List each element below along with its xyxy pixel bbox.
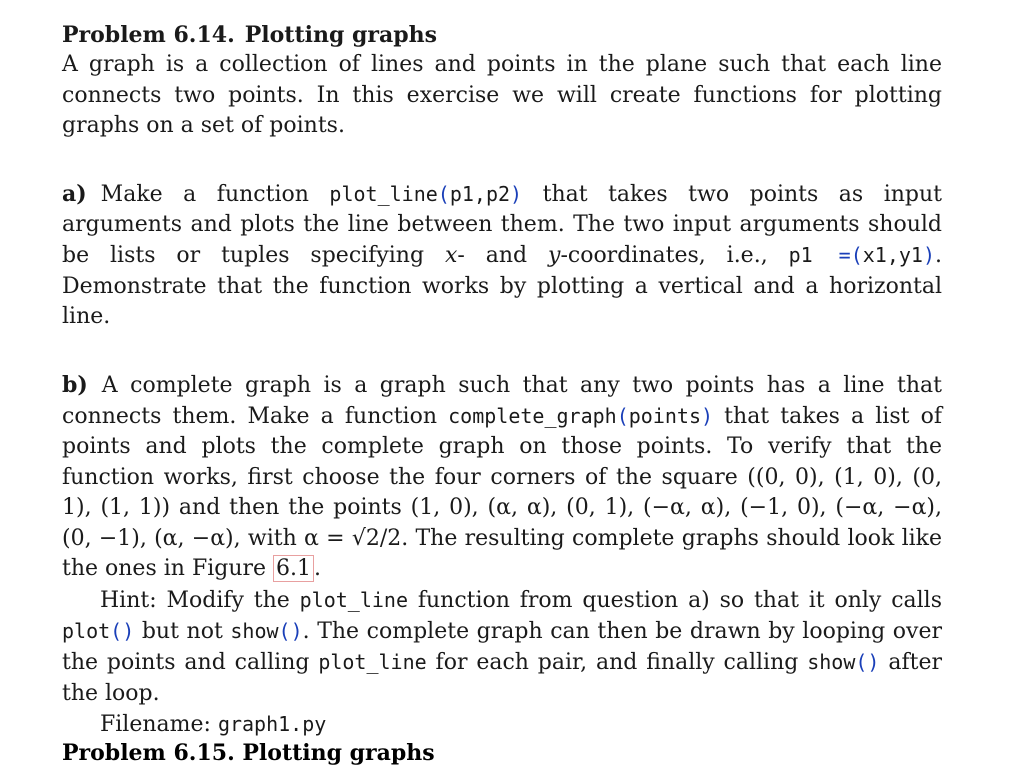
- filename-line: [62, 709, 942, 740]
- document-page: [62, 20, 942, 741]
- part-b-paragraph: b) A complete graph is a graph such that any two points has a line that connects them. Make a function complete_graph(points) that takes a list of points and plots the complete graph on those points. To verify that the function works, first choose the four corners of the square ((0, 0), (1, 0), (0, 1), (1, 1)) and then the points (1, 0), (α, α), (0, 1), (−α, α), (−1, 0), (−α, −α), (0, −1), (α, −α), with α = √2/2. The resulting complete graphs should look like the ones in Figure 6.1 .: [62, 371, 942, 582]
- problem-intro: A graph is a collection of lines and points in the plane such that each line connects two points. In this exercise we will create functions for plotting graphs on a set of points.: [62, 52, 942, 139]
- plot-line-code: plot_line(p1,p2): [329, 181, 523, 206]
- p1-assignment-code: p1 =(x1,y1): [788, 243, 936, 268]
- filename-value: graph1.py: [217, 712, 327, 737]
- hint-plot-line-code-2: plot_line: [318, 650, 427, 675]
- next-problem-heading-cropped: Problem 6.15. Plotting graphs: [62, 740, 435, 766]
- part-b-label: b): [62, 371, 88, 398]
- hint-plot-code: plot(): [62, 618, 135, 643]
- hint-paragraph: Hint: Modify the plot_line function from question a) so that it only calls plot() but not show(). The complete graph can then be drawn by looping over the points and calling plot_line for each pair, and finally calling show() after the loop.: [62, 587, 942, 706]
- hint-plot-line-code: plot_line: [299, 587, 409, 612]
- problem-title: Plotting graphs: [244, 22, 438, 48]
- complete-graph-code: complete_graph(points): [448, 404, 714, 429]
- part-a-paragraph: a) Make a function plot_line(p1,p2) that takes two points as input arguments and plots the line between them. The two input arguments should be lists or tuples specifying x- and y-coordinates, i.e., p1 =(x1,y1). Demonstrate that the function works by plotting a vertical and a horizontal line.: [62, 180, 943, 330]
- figure-link[interactable]: 6.1: [273, 555, 314, 582]
- hint-show-code-2: show(): [807, 650, 880, 675]
- hint-show-code: show(): [230, 618, 303, 643]
- problem-number: Problem 6.14.: [62, 22, 235, 48]
- part-a-label: a): [62, 180, 87, 207]
- filename-label: Filename:: [100, 712, 218, 738]
- problem-heading: [62, 20, 942, 50]
